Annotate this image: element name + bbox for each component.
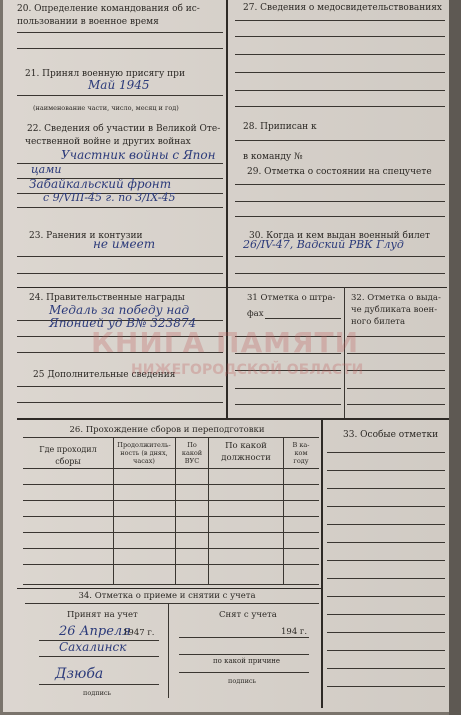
col-header-position: По какой <box>225 441 267 451</box>
removed-year: 194 г. <box>281 627 308 637</box>
rule <box>179 654 309 655</box>
registry-divider <box>168 603 169 698</box>
rule <box>327 596 445 597</box>
table-row-line <box>23 584 319 585</box>
rule <box>235 201 445 202</box>
rule <box>235 388 341 389</box>
rule <box>327 524 445 525</box>
rule <box>17 95 223 96</box>
rule <box>327 686 445 687</box>
field-34-title: 34. Отметка о приеме и снятии с учета <box>78 591 256 601</box>
field-20-label-line2: пользовании в военное время <box>17 17 159 27</box>
accepted-date: 26 Апреля <box>59 624 131 639</box>
rule <box>17 48 223 49</box>
rule <box>17 386 223 387</box>
accepted-signature: Дзюба <box>55 666 104 682</box>
rule <box>235 273 445 274</box>
field-22-label-line1: 22. Сведения об участии в Великой Оте- <box>27 124 221 134</box>
table-row-line <box>23 564 319 565</box>
military-id-card-page <box>3 0 449 712</box>
rule <box>327 632 445 633</box>
col-header-where-2: сборы <box>55 457 81 466</box>
rule <box>235 72 445 73</box>
rule <box>39 684 159 685</box>
field-31-label-line2: фах <box>247 309 264 319</box>
field-24-value-1: Медаль за победу над <box>49 303 190 317</box>
rule <box>327 470 445 471</box>
rule <box>17 207 223 208</box>
table-row-line <box>23 500 319 501</box>
removed-label: Снят с учета <box>219 610 277 620</box>
rule <box>347 336 445 337</box>
col-header-year-3: году <box>293 457 309 465</box>
rule <box>327 542 445 543</box>
rule <box>179 672 309 673</box>
field-21-label: 21. Принял военную присягу при <box>25 69 185 79</box>
rule <box>347 404 445 405</box>
rule <box>235 184 445 185</box>
lower-center-divider <box>321 418 323 708</box>
rule <box>327 488 445 489</box>
rule <box>235 216 445 217</box>
section-divider <box>227 287 447 288</box>
col-header-year: В ка- <box>292 441 310 449</box>
accepted-year: 1947 г. <box>123 628 155 638</box>
rule <box>17 256 223 257</box>
watermark-line1: КНИГА ПАМЯТИ <box>91 326 360 359</box>
field-27-label: 27. Сведения о медосвидетельствованиях <box>243 3 443 13</box>
field-32-label-line3: ного билета <box>351 317 406 327</box>
field-30-label: 30. Когда и кем выдан военный билет <box>249 231 430 241</box>
col-header-vus-2: какой <box>181 449 203 457</box>
field-22-label-line2: чественной войне и других войнах <box>25 137 191 147</box>
field-20-label-line1: 20. Определение командования об ис- <box>17 4 200 14</box>
field-22-value-2: цами <box>31 163 62 176</box>
rule <box>327 668 445 669</box>
field-24-label: 24. Правительственные награды <box>29 293 185 303</box>
rule <box>17 273 223 274</box>
col-header-position-2: должности <box>221 453 271 463</box>
table-row-line <box>23 516 319 517</box>
rule <box>327 452 445 453</box>
field-21-value: Май 1945 <box>88 78 150 92</box>
reason-label: по какой причине <box>213 657 281 665</box>
removed-signature-label: подпись <box>228 677 257 685</box>
field-29-label: 29. Отметка о состоянии на спецучете <box>247 167 432 177</box>
rule <box>327 560 445 561</box>
field-28-label-line1: 28. Приписан к <box>243 122 317 132</box>
rule <box>235 20 445 21</box>
field-32-label-line2: че дубликата воен- <box>351 305 438 315</box>
field-22-value-3: Забайкальский фронт <box>29 177 172 191</box>
rule <box>235 90 445 91</box>
field-24-value-2: Японией уд В№ 323874 <box>49 316 197 330</box>
rule <box>327 650 445 651</box>
rule <box>17 402 223 403</box>
rule <box>347 353 445 354</box>
field-22-value-4: с 9/VIII-45 г. по 3/IX-45 <box>43 191 176 204</box>
field-21-note: (наименование части, число, месяц и год) <box>33 104 179 112</box>
field-30-value: 26/IV-47, Вадский РВК Глуд <box>243 238 404 251</box>
rule <box>327 578 445 579</box>
accepted-label: Принят на учет <box>67 610 138 620</box>
field-33-label: 33. Особые отметки <box>343 430 439 440</box>
rule <box>265 318 341 319</box>
col-header-duration-3: часах) <box>133 457 155 465</box>
col-header-duration: Продолжитель- <box>117 441 171 449</box>
col-header-duration-2: ность (в днях, <box>120 449 168 457</box>
section-divider <box>17 418 449 420</box>
col-header-vus: По <box>187 441 197 449</box>
section-divider <box>17 287 227 288</box>
rule <box>347 388 445 389</box>
rule <box>235 36 445 37</box>
table-row-line <box>23 548 319 549</box>
field-22-value-1: Участник войны с Япон <box>61 148 216 162</box>
col-header-vus-3: ВУС <box>184 457 200 465</box>
table-row-line <box>23 484 319 485</box>
rule <box>235 140 445 141</box>
rule <box>327 506 445 507</box>
watermark-line2: НИЖЕГОРОДСКОЙ ОБЛАСТИ <box>131 362 364 378</box>
section-divider <box>17 588 321 589</box>
field-23-value: не имеет <box>93 237 156 251</box>
col-header-where: Где проходил <box>39 445 97 454</box>
table-row-line <box>23 532 319 533</box>
table-row-line <box>23 468 319 469</box>
page-edge-shadow <box>449 0 461 715</box>
rule <box>235 404 341 405</box>
rule <box>17 32 223 33</box>
rule <box>235 256 445 257</box>
rule <box>25 603 319 604</box>
field-23-label: 23. Ранения и контузии <box>29 231 143 241</box>
rule <box>39 656 159 657</box>
field-31-label-line1: 31 Отметка о штра- <box>247 293 336 303</box>
rule <box>235 106 445 107</box>
rule <box>235 54 445 55</box>
rule <box>23 437 319 438</box>
field-32-label-line1: 32. Отметка о выда- <box>351 293 441 303</box>
accepted-signature-label: подпись <box>83 689 112 697</box>
field-25-label: 25 Дополнительные сведения <box>33 370 176 380</box>
rule <box>327 614 445 615</box>
col-header-year-2: ком <box>294 449 308 457</box>
field-26-title: 26. Прохождение сборов и переподготовки <box>69 425 265 435</box>
field-28-label-line2: в команду № <box>243 152 303 162</box>
accepted-place: Сахалинск <box>59 640 127 654</box>
